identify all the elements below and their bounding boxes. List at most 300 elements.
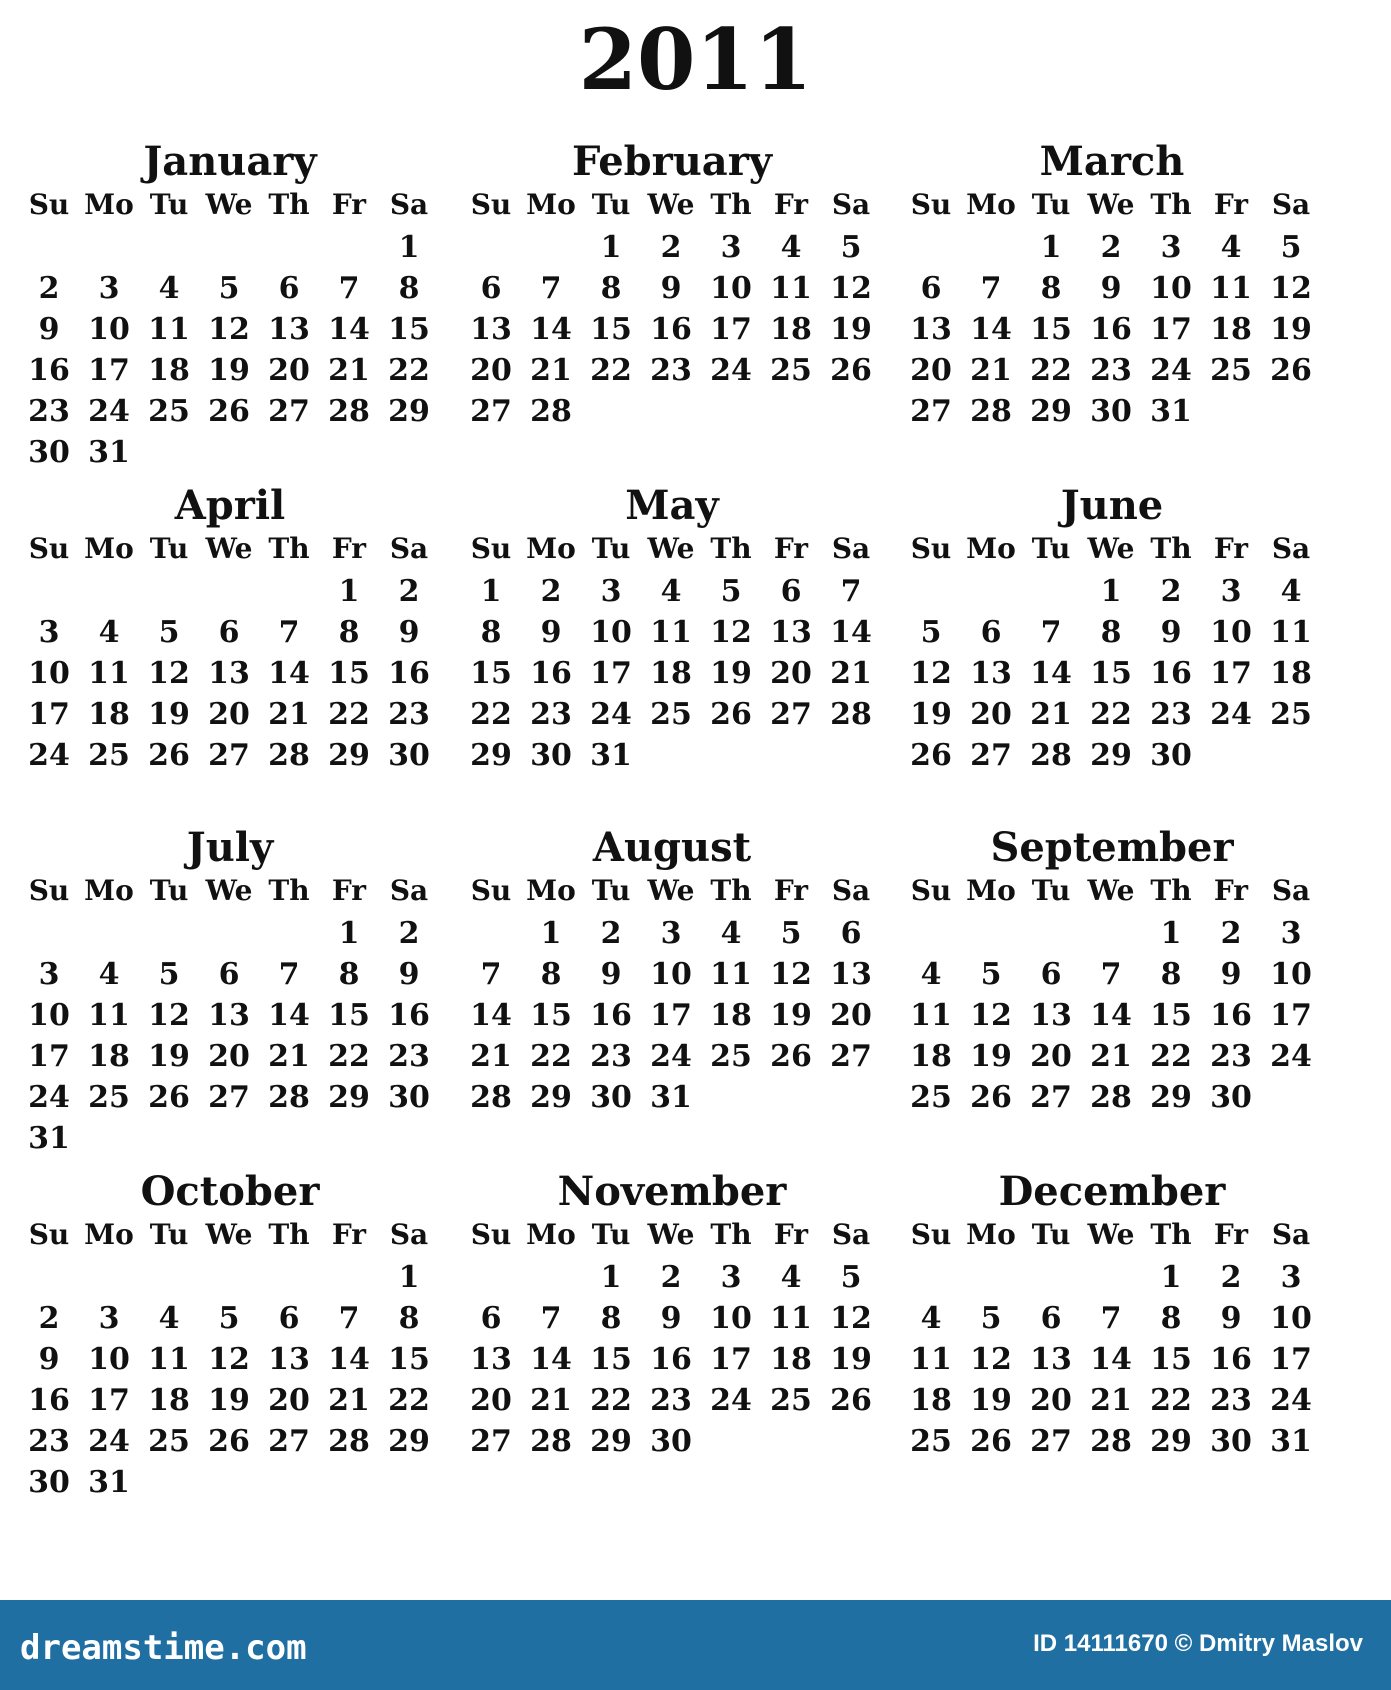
weekday-label: Th (710, 1218, 752, 1251)
week-row (20, 1381, 460, 1422)
day-number: 1 (1040, 230, 1062, 265)
weekday-header-row (462, 1216, 902, 1254)
day-number: 14 (830, 615, 872, 650)
month-title: September (990, 824, 1234, 871)
weekday-label: Mo (84, 532, 134, 565)
day-number: 7 (540, 1301, 562, 1336)
weekday-header-row (462, 530, 902, 568)
weekday-header-row (902, 872, 1342, 910)
day-number: 12 (208, 1342, 250, 1377)
day-number: 10 (1270, 957, 1312, 992)
day-number: 10 (1270, 1301, 1312, 1336)
month-title: April (174, 482, 286, 529)
day-number: 13 (470, 1342, 512, 1377)
day-number: 1 (480, 574, 502, 609)
weekday-label: Th (710, 874, 752, 907)
week-row (462, 228, 902, 269)
day-number: 9 (540, 615, 562, 650)
day-number: 5 (840, 1260, 862, 1295)
day-number: 5 (720, 574, 742, 609)
day-number: 23 (28, 394, 70, 429)
day-number: 22 (328, 1039, 370, 1074)
weekday-label: Tu (149, 532, 189, 565)
weekday-label: Th (1150, 532, 1192, 565)
weekday-label: We (205, 188, 253, 221)
week-row (462, 736, 902, 777)
day-number: 8 (1100, 615, 1122, 650)
weekday-label: Tu (149, 1218, 189, 1251)
day-number: 20 (1030, 1383, 1072, 1418)
day-number: 24 (650, 1039, 692, 1074)
day-number: 31 (28, 1121, 70, 1156)
day-number: 4 (158, 271, 180, 306)
day-number: 6 (1040, 1301, 1062, 1336)
day-number: 3 (720, 230, 742, 265)
calendar-year-title: 2011 (578, 10, 813, 109)
day-number: 18 (1270, 656, 1312, 691)
day-number: 17 (710, 312, 752, 347)
day-number: 22 (1030, 353, 1072, 388)
month-title: February (571, 138, 773, 185)
day-number: 19 (830, 1342, 872, 1377)
day-number: 18 (910, 1039, 952, 1074)
week-row (20, 955, 460, 996)
day-number: 2 (660, 1260, 682, 1295)
week-row (902, 228, 1342, 269)
week-row (902, 914, 1342, 955)
day-number: 15 (470, 656, 512, 691)
day-number: 11 (910, 1342, 952, 1377)
weekday-label: Fr (331, 188, 367, 221)
day-number: 26 (208, 1424, 250, 1459)
week-row (20, 1078, 460, 1119)
week-row (462, 351, 902, 392)
day-number: 7 (338, 1301, 360, 1336)
day-number: 19 (830, 312, 872, 347)
day-number: 21 (268, 697, 310, 732)
day-number: 18 (88, 697, 130, 732)
day-number: 16 (388, 656, 430, 691)
day-number: 9 (398, 615, 420, 650)
week-row (20, 228, 460, 269)
day-number: 23 (1210, 1039, 1252, 1074)
day-number: 27 (268, 394, 310, 429)
day-number: 30 (1090, 394, 1132, 429)
day-number: 4 (720, 916, 742, 951)
week-row (902, 1340, 1342, 1381)
weekday-label: Mo (526, 1218, 576, 1251)
weekday-label: Su (470, 874, 512, 907)
weekday-label: Sa (389, 1218, 429, 1251)
day-number: 19 (910, 697, 952, 732)
day-number: 31 (1150, 394, 1192, 429)
day-number: 20 (268, 1383, 310, 1418)
day-number: 10 (590, 615, 632, 650)
day-number: 16 (1210, 1342, 1252, 1377)
day-number: 11 (770, 271, 812, 306)
day-number: 21 (268, 1039, 310, 1074)
weekday-label: Fr (331, 1218, 367, 1251)
day-number: 19 (970, 1039, 1012, 1074)
week-row (462, 613, 902, 654)
day-number: 9 (660, 1301, 682, 1336)
day-number: 4 (780, 1260, 802, 1295)
day-number: 23 (1150, 697, 1192, 732)
day-number: 26 (770, 1039, 812, 1074)
day-number: 5 (980, 1301, 1002, 1336)
day-number: 11 (148, 1342, 190, 1377)
day-number: 14 (530, 312, 572, 347)
day-number: 24 (88, 1424, 130, 1459)
day-number: 30 (1150, 738, 1192, 773)
day-number: 7 (840, 574, 862, 609)
day-number: 14 (530, 1342, 572, 1377)
weekday-label: Tu (591, 188, 631, 221)
month-july (20, 824, 460, 1160)
day-number: 8 (600, 1301, 622, 1336)
day-number: 2 (398, 574, 420, 609)
day-number: 23 (1090, 353, 1132, 388)
day-number: 26 (830, 353, 872, 388)
day-number: 8 (540, 957, 562, 992)
day-number: 27 (268, 1424, 310, 1459)
weekday-label: We (1087, 532, 1135, 565)
day-number: 14 (1030, 656, 1072, 691)
day-number: 28 (1090, 1080, 1132, 1115)
day-number: 2 (38, 1301, 60, 1336)
day-number: 15 (1030, 312, 1072, 347)
day-number: 22 (328, 697, 370, 732)
weekday-label: We (647, 188, 695, 221)
day-number: 13 (208, 998, 250, 1033)
day-number: 13 (208, 656, 250, 691)
day-number: 11 (650, 615, 692, 650)
weekday-label: Th (1150, 188, 1192, 221)
month-title: May (625, 482, 719, 529)
day-number: 15 (590, 312, 632, 347)
day-number: 17 (1270, 1342, 1312, 1377)
day-number: 23 (28, 1424, 70, 1459)
day-number: 29 (1090, 738, 1132, 773)
day-number: 27 (470, 394, 512, 429)
day-number: 25 (1270, 697, 1312, 732)
day-number: 12 (770, 957, 812, 992)
weekday-header-row (20, 530, 460, 568)
day-number: 11 (1270, 615, 1312, 650)
day-number: 13 (268, 1342, 310, 1377)
day-number: 22 (1090, 697, 1132, 732)
weekday-label: Fr (773, 188, 809, 221)
day-number: 30 (388, 1080, 430, 1115)
day-number: 21 (470, 1039, 512, 1074)
day-number: 23 (650, 1383, 692, 1418)
day-number: 14 (268, 998, 310, 1033)
day-number: 29 (328, 738, 370, 773)
weekday-label: Tu (591, 532, 631, 565)
day-number: 11 (710, 957, 752, 992)
day-number: 1 (600, 230, 622, 265)
weekday-label: Sa (1271, 532, 1311, 565)
day-number: 10 (1150, 271, 1192, 306)
week-row (462, 955, 902, 996)
day-number: 22 (530, 1039, 572, 1074)
day-number: 14 (470, 998, 512, 1033)
day-number: 21 (1090, 1383, 1132, 1418)
week-row (462, 572, 902, 613)
day-number: 26 (148, 738, 190, 773)
day-number: 27 (470, 1424, 512, 1459)
weekday-header-row (20, 1216, 460, 1254)
week-row (20, 996, 460, 1037)
brand-wordmark: dreamstime.com (20, 1628, 307, 1668)
day-number: 1 (398, 1260, 420, 1295)
day-number: 19 (970, 1383, 1012, 1418)
weekday-header-row (902, 530, 1342, 568)
day-number: 26 (148, 1080, 190, 1115)
weekday-label: Th (710, 532, 752, 565)
day-number: 11 (910, 998, 952, 1033)
day-number: 6 (278, 271, 300, 306)
day-number: 3 (38, 957, 60, 992)
day-number: 6 (218, 957, 240, 992)
day-number: 8 (480, 615, 502, 650)
week-row (20, 433, 460, 474)
weekday-header-row (20, 872, 460, 910)
day-number: 29 (388, 394, 430, 429)
day-number: 1 (1160, 916, 1182, 951)
month-title: July (186, 824, 274, 871)
day-number: 25 (770, 1383, 812, 1418)
day-number: 2 (540, 574, 562, 609)
day-number: 29 (388, 1424, 430, 1459)
day-number: 18 (710, 998, 752, 1033)
day-number: 12 (830, 271, 872, 306)
weekday-label: Mo (526, 532, 576, 565)
day-number: 20 (770, 656, 812, 691)
week-row (462, 269, 902, 310)
day-number: 15 (1090, 656, 1132, 691)
week-row (20, 695, 460, 736)
day-number: 26 (970, 1424, 1012, 1459)
weekday-label: Su (28, 874, 70, 907)
day-number: 6 (780, 574, 802, 609)
weekday-label: We (647, 874, 695, 907)
day-number: 28 (830, 697, 872, 732)
day-number: 28 (530, 1424, 572, 1459)
day-number: 18 (148, 353, 190, 388)
day-number: 29 (328, 1080, 370, 1115)
day-number: 4 (920, 1301, 942, 1336)
week-row (902, 1037, 1342, 1078)
day-number: 26 (910, 738, 952, 773)
day-number: 17 (88, 353, 130, 388)
weekday-label: We (1087, 1218, 1135, 1251)
weekday-label: Th (268, 532, 310, 565)
weekday-label: Mo (84, 188, 134, 221)
day-number: 20 (830, 998, 872, 1033)
week-row (462, 654, 902, 695)
day-number: 29 (470, 738, 512, 773)
day-number: 21 (530, 1383, 572, 1418)
weekday-label: Sa (1271, 874, 1311, 907)
weekday-header-row (462, 872, 902, 910)
month-august (462, 824, 902, 1119)
month-title: June (1060, 482, 1164, 529)
day-number: 21 (328, 1383, 370, 1418)
day-number: 10 (28, 656, 70, 691)
weekday-label: Fr (773, 532, 809, 565)
day-number: 20 (208, 697, 250, 732)
day-number: 9 (660, 271, 682, 306)
day-number: 1 (398, 230, 420, 265)
day-number: 7 (980, 271, 1002, 306)
day-number: 22 (1150, 1383, 1192, 1418)
day-number: 2 (1160, 574, 1182, 609)
day-number: 2 (600, 916, 622, 951)
day-number: 14 (328, 312, 370, 347)
day-number: 7 (1100, 1301, 1122, 1336)
day-number: 15 (530, 998, 572, 1033)
day-number: 22 (590, 353, 632, 388)
day-number: 25 (148, 1424, 190, 1459)
day-number: 8 (1040, 271, 1062, 306)
day-number: 6 (278, 1301, 300, 1336)
day-number: 22 (388, 1383, 430, 1418)
month-title: March (1039, 138, 1185, 185)
day-number: 10 (710, 271, 752, 306)
day-number: 29 (1030, 394, 1072, 429)
day-number: 16 (1150, 656, 1192, 691)
day-number: 24 (1210, 697, 1252, 732)
day-number: 16 (650, 312, 692, 347)
day-number: 31 (88, 435, 130, 470)
day-number: 5 (980, 957, 1002, 992)
weekday-label: Sa (389, 188, 429, 221)
day-number: 27 (910, 394, 952, 429)
day-number: 14 (268, 656, 310, 691)
week-row (902, 955, 1342, 996)
week-row (462, 1037, 902, 1078)
week-row (462, 1258, 902, 1299)
day-number: 4 (98, 957, 120, 992)
day-number: 3 (98, 271, 120, 306)
week-row (902, 572, 1342, 613)
day-number: 9 (38, 312, 60, 347)
week-row (20, 1463, 460, 1504)
week-row (20, 613, 460, 654)
day-number: 31 (650, 1080, 692, 1115)
day-number: 23 (388, 1039, 430, 1074)
day-number: 13 (770, 615, 812, 650)
day-number: 30 (530, 738, 572, 773)
day-number: 24 (28, 1080, 70, 1115)
weekday-label: Tu (591, 1218, 631, 1251)
day-number: 2 (1220, 916, 1242, 951)
day-number: 5 (218, 1301, 240, 1336)
day-number: 20 (970, 697, 1012, 732)
day-number: 7 (278, 957, 300, 992)
day-number: 24 (710, 353, 752, 388)
day-number: 16 (590, 998, 632, 1033)
day-number: 18 (770, 312, 812, 347)
weekday-label: Fr (1213, 532, 1249, 565)
day-number: 21 (970, 353, 1012, 388)
day-number: 23 (388, 697, 430, 732)
day-number: 6 (480, 1301, 502, 1336)
weekday-label: Sa (1271, 1218, 1311, 1251)
weekday-label: Th (268, 874, 310, 907)
day-number: 1 (338, 916, 360, 951)
day-number: 19 (148, 697, 190, 732)
day-number: 30 (28, 1465, 70, 1500)
day-number: 20 (208, 1039, 250, 1074)
day-number: 28 (970, 394, 1012, 429)
day-number: 2 (1220, 1260, 1242, 1295)
day-number: 19 (770, 998, 812, 1033)
weekday-label: Fr (1213, 188, 1249, 221)
day-number: 28 (328, 1424, 370, 1459)
month-september (902, 824, 1342, 1119)
day-number: 3 (660, 916, 682, 951)
day-number: 21 (1090, 1039, 1132, 1074)
day-number: 30 (28, 435, 70, 470)
weekday-label: We (1087, 874, 1135, 907)
day-number: 14 (970, 312, 1012, 347)
weekday-label: Su (28, 532, 70, 565)
day-number: 15 (328, 656, 370, 691)
weekday-label: Sa (831, 188, 871, 221)
week-row (462, 310, 902, 351)
day-number: 24 (28, 738, 70, 773)
day-number: 18 (88, 1039, 130, 1074)
day-number: 30 (590, 1080, 632, 1115)
day-number: 21 (328, 353, 370, 388)
day-number: 8 (1160, 957, 1182, 992)
day-number: 20 (470, 1383, 512, 1418)
day-number: 27 (830, 1039, 872, 1074)
weekday-label: Th (268, 1218, 310, 1251)
week-row (902, 310, 1342, 351)
week-row (902, 695, 1342, 736)
month-february (462, 138, 902, 433)
weekday-label: Fr (773, 874, 809, 907)
day-number: 31 (590, 738, 632, 773)
month-april (20, 482, 460, 777)
day-number: 10 (710, 1301, 752, 1336)
day-number: 6 (840, 916, 862, 951)
day-number: 25 (770, 353, 812, 388)
day-number: 20 (470, 353, 512, 388)
day-number: 13 (470, 312, 512, 347)
week-row (462, 1340, 902, 1381)
day-number: 17 (28, 1039, 70, 1074)
month-october (20, 1168, 460, 1504)
day-number: 8 (1160, 1301, 1182, 1336)
day-number: 4 (1280, 574, 1302, 609)
day-number: 17 (590, 656, 632, 691)
day-number: 9 (600, 957, 622, 992)
day-number: 28 (268, 1080, 310, 1115)
week-row (20, 310, 460, 351)
weekday-label: Mo (526, 188, 576, 221)
weekday-label: Tu (1031, 874, 1071, 907)
weekday-label: Th (710, 188, 752, 221)
day-number: 12 (148, 998, 190, 1033)
weekday-label: We (205, 874, 253, 907)
day-number: 28 (1030, 738, 1072, 773)
day-number: 31 (1270, 1424, 1312, 1459)
day-number: 17 (1270, 998, 1312, 1033)
